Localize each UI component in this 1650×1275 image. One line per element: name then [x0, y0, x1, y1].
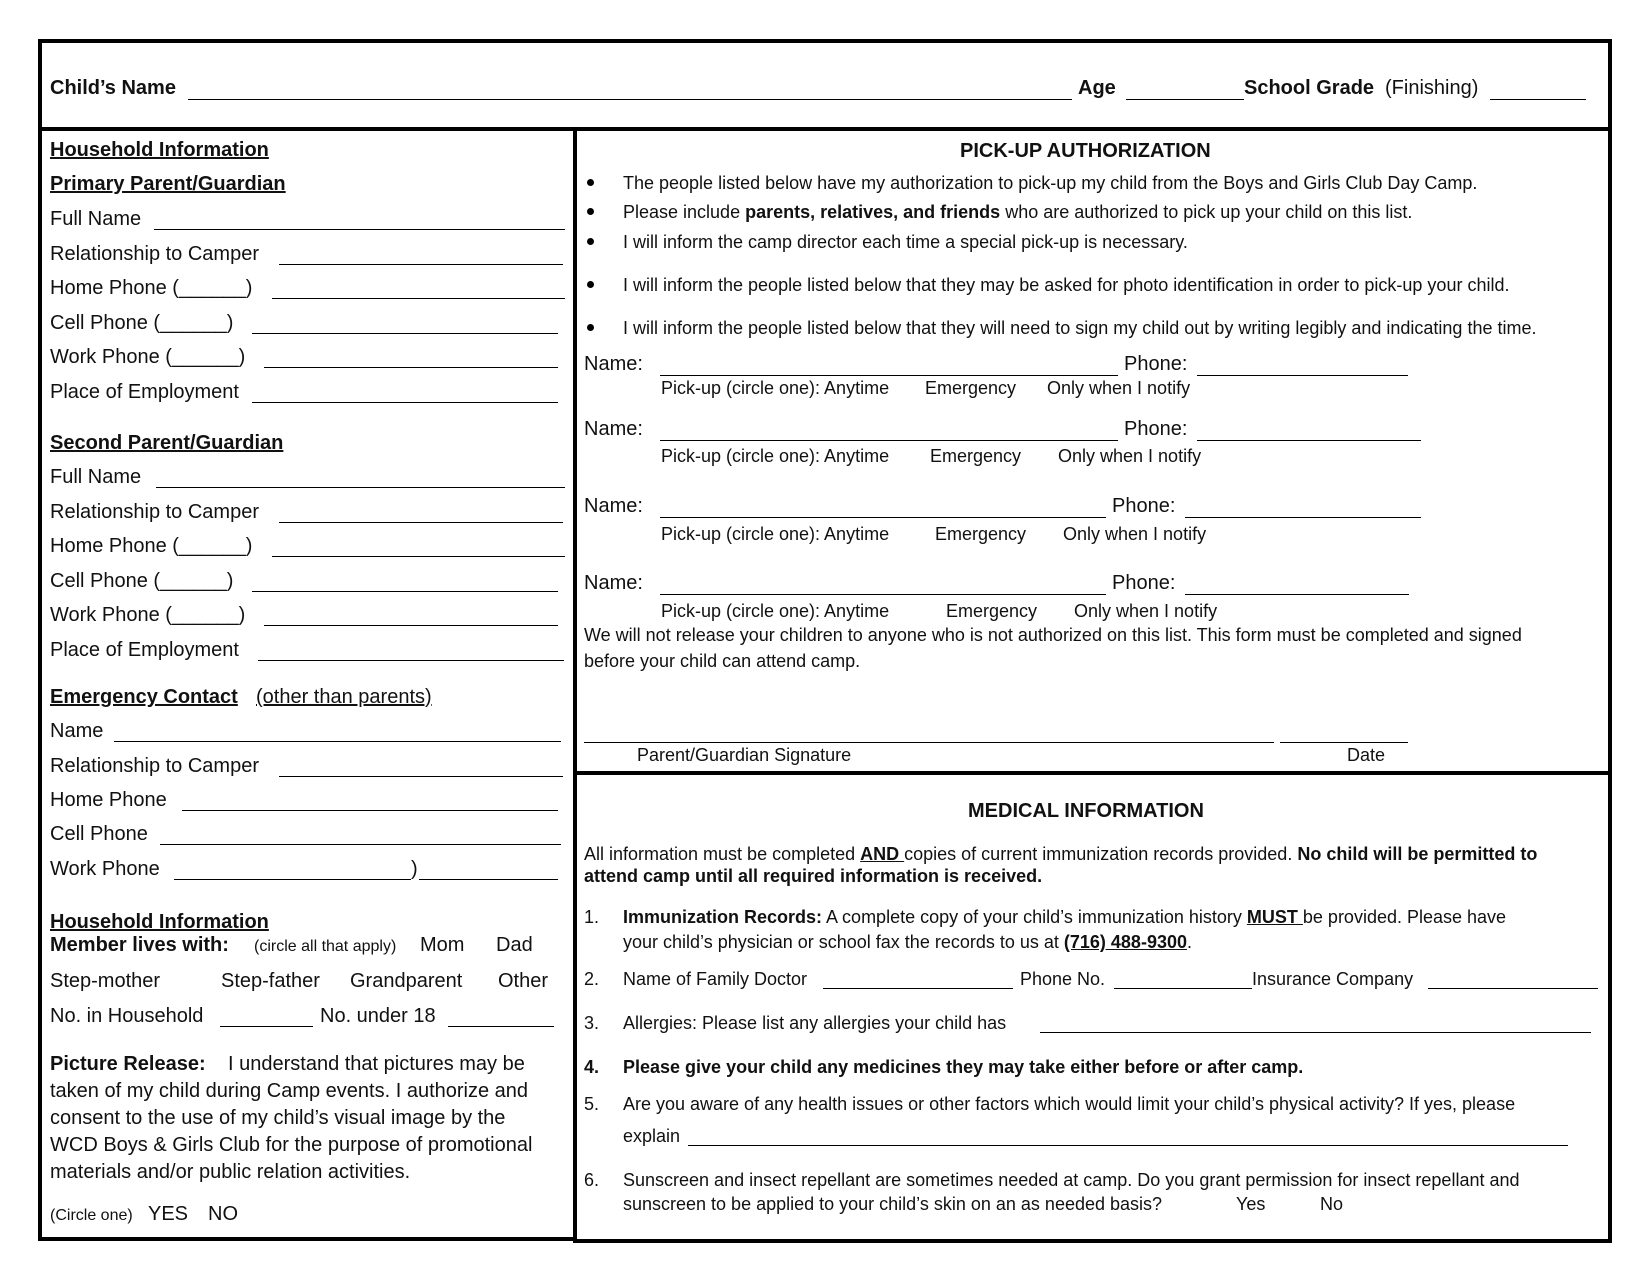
pickup-phone-field-4[interactable] [1185, 594, 1409, 595]
sunscreen-line-2: sunscreen to be applied to your child’s skin on an as needed basis? [623, 1194, 1163, 1214]
second-relationship-field[interactable] [279, 522, 563, 523]
pickup-name-label: Name: [584, 495, 643, 517]
pickup-circle-notify-1[interactable]: Only when I notify [1047, 378, 1191, 398]
primary-full-name-field[interactable] [154, 229, 565, 230]
bullet-icon [587, 324, 594, 331]
pickup-phone-label: Phone: [1112, 495, 1176, 517]
circle-one-note: (Circle one) [50, 1207, 133, 1224]
second-employment-field[interactable] [258, 660, 564, 661]
allergies-field[interactable] [1040, 1032, 1591, 1033]
pickup-name-field-4[interactable] [660, 594, 1106, 595]
medical-number-4: 4. [584, 1057, 600, 1077]
picture-release-line-2: taken of my child during Camp events. I authorize and [50, 1080, 529, 1102]
bullet-icon [587, 208, 594, 215]
second-employment-label: Place of Employment [50, 639, 239, 661]
school-grade-field[interactable] [1490, 99, 1586, 100]
emergency-name-field[interactable] [114, 741, 561, 742]
option-other[interactable]: Other [498, 970, 549, 992]
emergency-home-phone-label: Home Phone [50, 789, 167, 811]
pickup-phone-field-1[interactable] [1197, 375, 1408, 376]
second-home-phone-label: Home Phone (______) [50, 535, 253, 557]
option-step-mother[interactable]: Step-mother [50, 970, 161, 992]
signature-label: Parent/Guardian Signature [637, 745, 852, 765]
health-issues-field[interactable] [688, 1145, 1568, 1146]
medical-number-5: 5. [584, 1094, 600, 1114]
pickup-name-field-3[interactable] [660, 517, 1106, 518]
pickup-phone-label: Phone: [1124, 353, 1188, 375]
option-step-father[interactable]: Step-father [221, 970, 320, 992]
pickup-notice-line-1: We will not release your children to anyone who is not authorized on this list. This form must be completed and signed [584, 625, 1522, 645]
emergency-relationship-label: Relationship to Camper [50, 755, 259, 777]
primary-full-name-label: Full Name [50, 208, 142, 230]
sunscreen-no[interactable]: No [1320, 1194, 1344, 1214]
age-field[interactable] [1126, 99, 1244, 100]
medical-number-6: 6. [584, 1170, 600, 1190]
pickup-phone-label: Phone: [1112, 572, 1176, 594]
picture-release-yes[interactable]: YES [148, 1203, 189, 1225]
date-label: Date [1347, 745, 1386, 765]
bullet-icon [587, 281, 594, 288]
second-work-phone-label: Work Phone (______) [50, 604, 246, 626]
option-mom[interactable]: Mom [420, 934, 465, 956]
picture-release-line-5: materials and/or public relation activities. [50, 1161, 411, 1183]
emergency-work-phone-label: Work Phone [50, 858, 160, 880]
picture-release-title: Picture Release: [50, 1053, 206, 1075]
no-in-household-field[interactable] [220, 1026, 313, 1027]
pickup-circle-emergency-4[interactable]: Emergency [946, 601, 1038, 621]
medical-number-1: 1. [584, 907, 600, 927]
emergency-work-phone-field[interactable] [419, 879, 558, 880]
health-issues-line-1: Are you aware of any health issues or other factors which would limit your child’s physical activity? If yes, please [623, 1094, 1516, 1114]
pickup-circle-emergency-3[interactable]: Emergency [935, 524, 1027, 544]
picture-release-line-1: I understand that pictures may be [228, 1053, 525, 1075]
medical-intro-line-2: attend camp until all required information is received. [584, 866, 1043, 886]
medical-number-3: 3. [584, 1013, 600, 1033]
emergency-contact-note: (other than parents) [256, 686, 432, 708]
second-full-name-field[interactable] [156, 487, 565, 488]
primary-home-phone-label: Home Phone (______) [50, 277, 253, 299]
emergency-contact-title: Emergency Contact [50, 686, 238, 708]
primary-cell-phone-label: Cell Phone (______) [50, 312, 234, 334]
child-name-field[interactable] [188, 99, 1072, 100]
pickup-circle-anytime-4[interactable]: Pick-up (circle one): Anytime [661, 601, 890, 621]
option-dad[interactable]: Dad [496, 934, 533, 956]
household-info-title-2: Household Information [50, 911, 269, 933]
family-doctor-field[interactable] [823, 988, 1013, 989]
primary-cell-phone-field[interactable] [252, 333, 558, 334]
no-under-18-field[interactable] [448, 1026, 554, 1027]
pickup-phone-field-2[interactable] [1197, 440, 1421, 441]
school-grade-note: (Finishing) [1385, 77, 1479, 99]
second-work-phone-field[interactable] [264, 625, 558, 626]
emergency-relationship-field[interactable] [279, 776, 563, 777]
pickup-name-label: Name: [584, 353, 643, 375]
medical-number-2: 2. [584, 969, 600, 989]
second-home-phone-field[interactable] [272, 556, 565, 557]
pickup-bullet-5: I will inform the people listed below that they will need to sign my child out by writing legibly and indicating the time. [623, 318, 1537, 338]
emergency-home-phone-field[interactable] [182, 810, 558, 811]
allergies-label: Allergies: Please list any allergies your child has [623, 1013, 1007, 1033]
primary-work-phone-field[interactable] [264, 367, 558, 368]
insurance-label: Insurance Company [1252, 969, 1414, 989]
pickup-bullet-1: The people listed below have my authorization to pick-up my child from the Boys and Girls Club Day Camp. [623, 173, 1478, 193]
signature-date-field[interactable] [1280, 742, 1408, 743]
insurance-field[interactable] [1428, 988, 1598, 989]
emergency-work-phone-area-field[interactable] [174, 879, 411, 880]
pickup-phone-field-3[interactable] [1185, 517, 1421, 518]
member-lives-with-label: Member lives with: [50, 934, 229, 956]
emergency-cell-phone-label: Cell Phone [50, 823, 148, 845]
medical-title: MEDICAL INFORMATION [968, 800, 1204, 822]
immunization-line-2: your child’s physician or school fax the records to us at (716) 488-9300. [623, 932, 1192, 952]
primary-employment-field[interactable] [252, 402, 558, 403]
pickup-bullet-3: I will inform the camp director each time a special pick-up is necessary. [623, 232, 1188, 252]
pickup-name-field-1[interactable] [660, 375, 1118, 376]
age-label: Age [1078, 77, 1116, 99]
medical-intro-line-1: All information must be completed AND copies of current immunization records provided. No child will be permitted to [584, 844, 1538, 864]
emergency-cell-phone-field[interactable] [160, 844, 561, 845]
primary-employment-label: Place of Employment [50, 381, 239, 403]
pickup-title: PICK-UP AUTHORIZATION [960, 140, 1211, 162]
no-in-household-label: No. in Household [50, 1005, 204, 1027]
child-name-label: Child’s Name [50, 77, 176, 99]
family-doctor-label: Name of Family Doctor [623, 969, 808, 989]
bullet-icon [587, 179, 594, 186]
immunization-line-1: Immunization Records: A complete copy of your child’s immunization history MUST be provided. Please have [623, 907, 1507, 927]
doctor-phone-field[interactable] [1114, 988, 1252, 989]
household-title: Household Information [50, 139, 269, 161]
sunscreen-line-1: Sunscreen and insect repellant are sometimes needed at camp. Do you grant permission for insect repellant and [623, 1170, 1520, 1190]
pickup-circle-notify-3[interactable]: Only when I notify [1063, 524, 1207, 544]
primary-home-phone-field[interactable] [272, 298, 565, 299]
pickup-circle-anytime-1[interactable]: Pick-up (circle one): Anytime [661, 378, 890, 398]
pickup-circle-anytime-2[interactable]: Pick-up (circle one): Anytime [661, 446, 890, 466]
pickup-phone-label: Phone: [1124, 418, 1188, 440]
pickup-circle-anytime-3[interactable]: Pick-up (circle one): Anytime [661, 524, 890, 544]
emergency-name-label: Name [50, 720, 104, 742]
picture-release-line-4: WCD Boys & Girls Club for the purpose of promotional [50, 1134, 533, 1156]
header-box [38, 39, 1612, 131]
no-under-18-label: No. under 18 [320, 1005, 436, 1027]
pickup-name-label: Name: [584, 572, 643, 594]
school-grade-label: School Grade [1244, 77, 1375, 99]
primary-relationship-field[interactable] [279, 264, 563, 265]
pickup-name-label: Name: [584, 418, 643, 440]
second-parent-title: Second Parent/Guardian [50, 432, 284, 454]
second-full-name-label: Full Name [50, 466, 142, 488]
picture-release-no[interactable]: NO [208, 1203, 238, 1225]
pickup-bullet-4: I will inform the people listed below that they may be asked for photo identification in order to pick-up your child. [623, 275, 1510, 295]
sunscreen-yes[interactable]: Yes [1236, 1194, 1266, 1214]
primary-work-phone-label: Work Phone (______) [50, 346, 246, 368]
parent-signature-field[interactable] [584, 742, 1274, 743]
medicines-text: Please give your child any medicines they may take either before or after camp. [623, 1057, 1304, 1077]
option-grandparent[interactable]: Grandparent [350, 970, 463, 992]
pickup-circle-emergency-2[interactable]: Emergency [930, 446, 1022, 466]
pickup-bullet-2: Please include parents, relatives, and friends who are authorized to pick up your child on this list. [623, 202, 1413, 222]
pickup-circle-emergency-1[interactable]: Emergency [925, 378, 1017, 398]
circle-all-note: (circle all that apply) [254, 938, 397, 955]
emergency-work-phone-paren: ) [411, 858, 418, 880]
primary-parent-title: Primary Parent/Guardian [50, 173, 286, 195]
second-cell-phone-label: Cell Phone (______) [50, 570, 234, 592]
pickup-notice-line-2: before your child can attend camp. [584, 651, 861, 671]
second-cell-phone-field[interactable] [252, 591, 558, 592]
primary-relationship-label: Relationship to Camper [50, 243, 259, 265]
pickup-name-field-2[interactable] [660, 440, 1118, 441]
bullet-icon [587, 238, 594, 245]
pickup-circle-notify-4[interactable]: Only when I notify [1074, 601, 1218, 621]
pickup-circle-notify-2[interactable]: Only when I notify [1058, 446, 1202, 466]
health-issues-explain-label: explain [623, 1126, 681, 1146]
doctor-phone-label: Phone No. [1020, 969, 1106, 989]
second-relationship-label: Relationship to Camper [50, 501, 259, 523]
picture-release-line-3: consent to the use of my child’s visual image by the [50, 1107, 506, 1129]
